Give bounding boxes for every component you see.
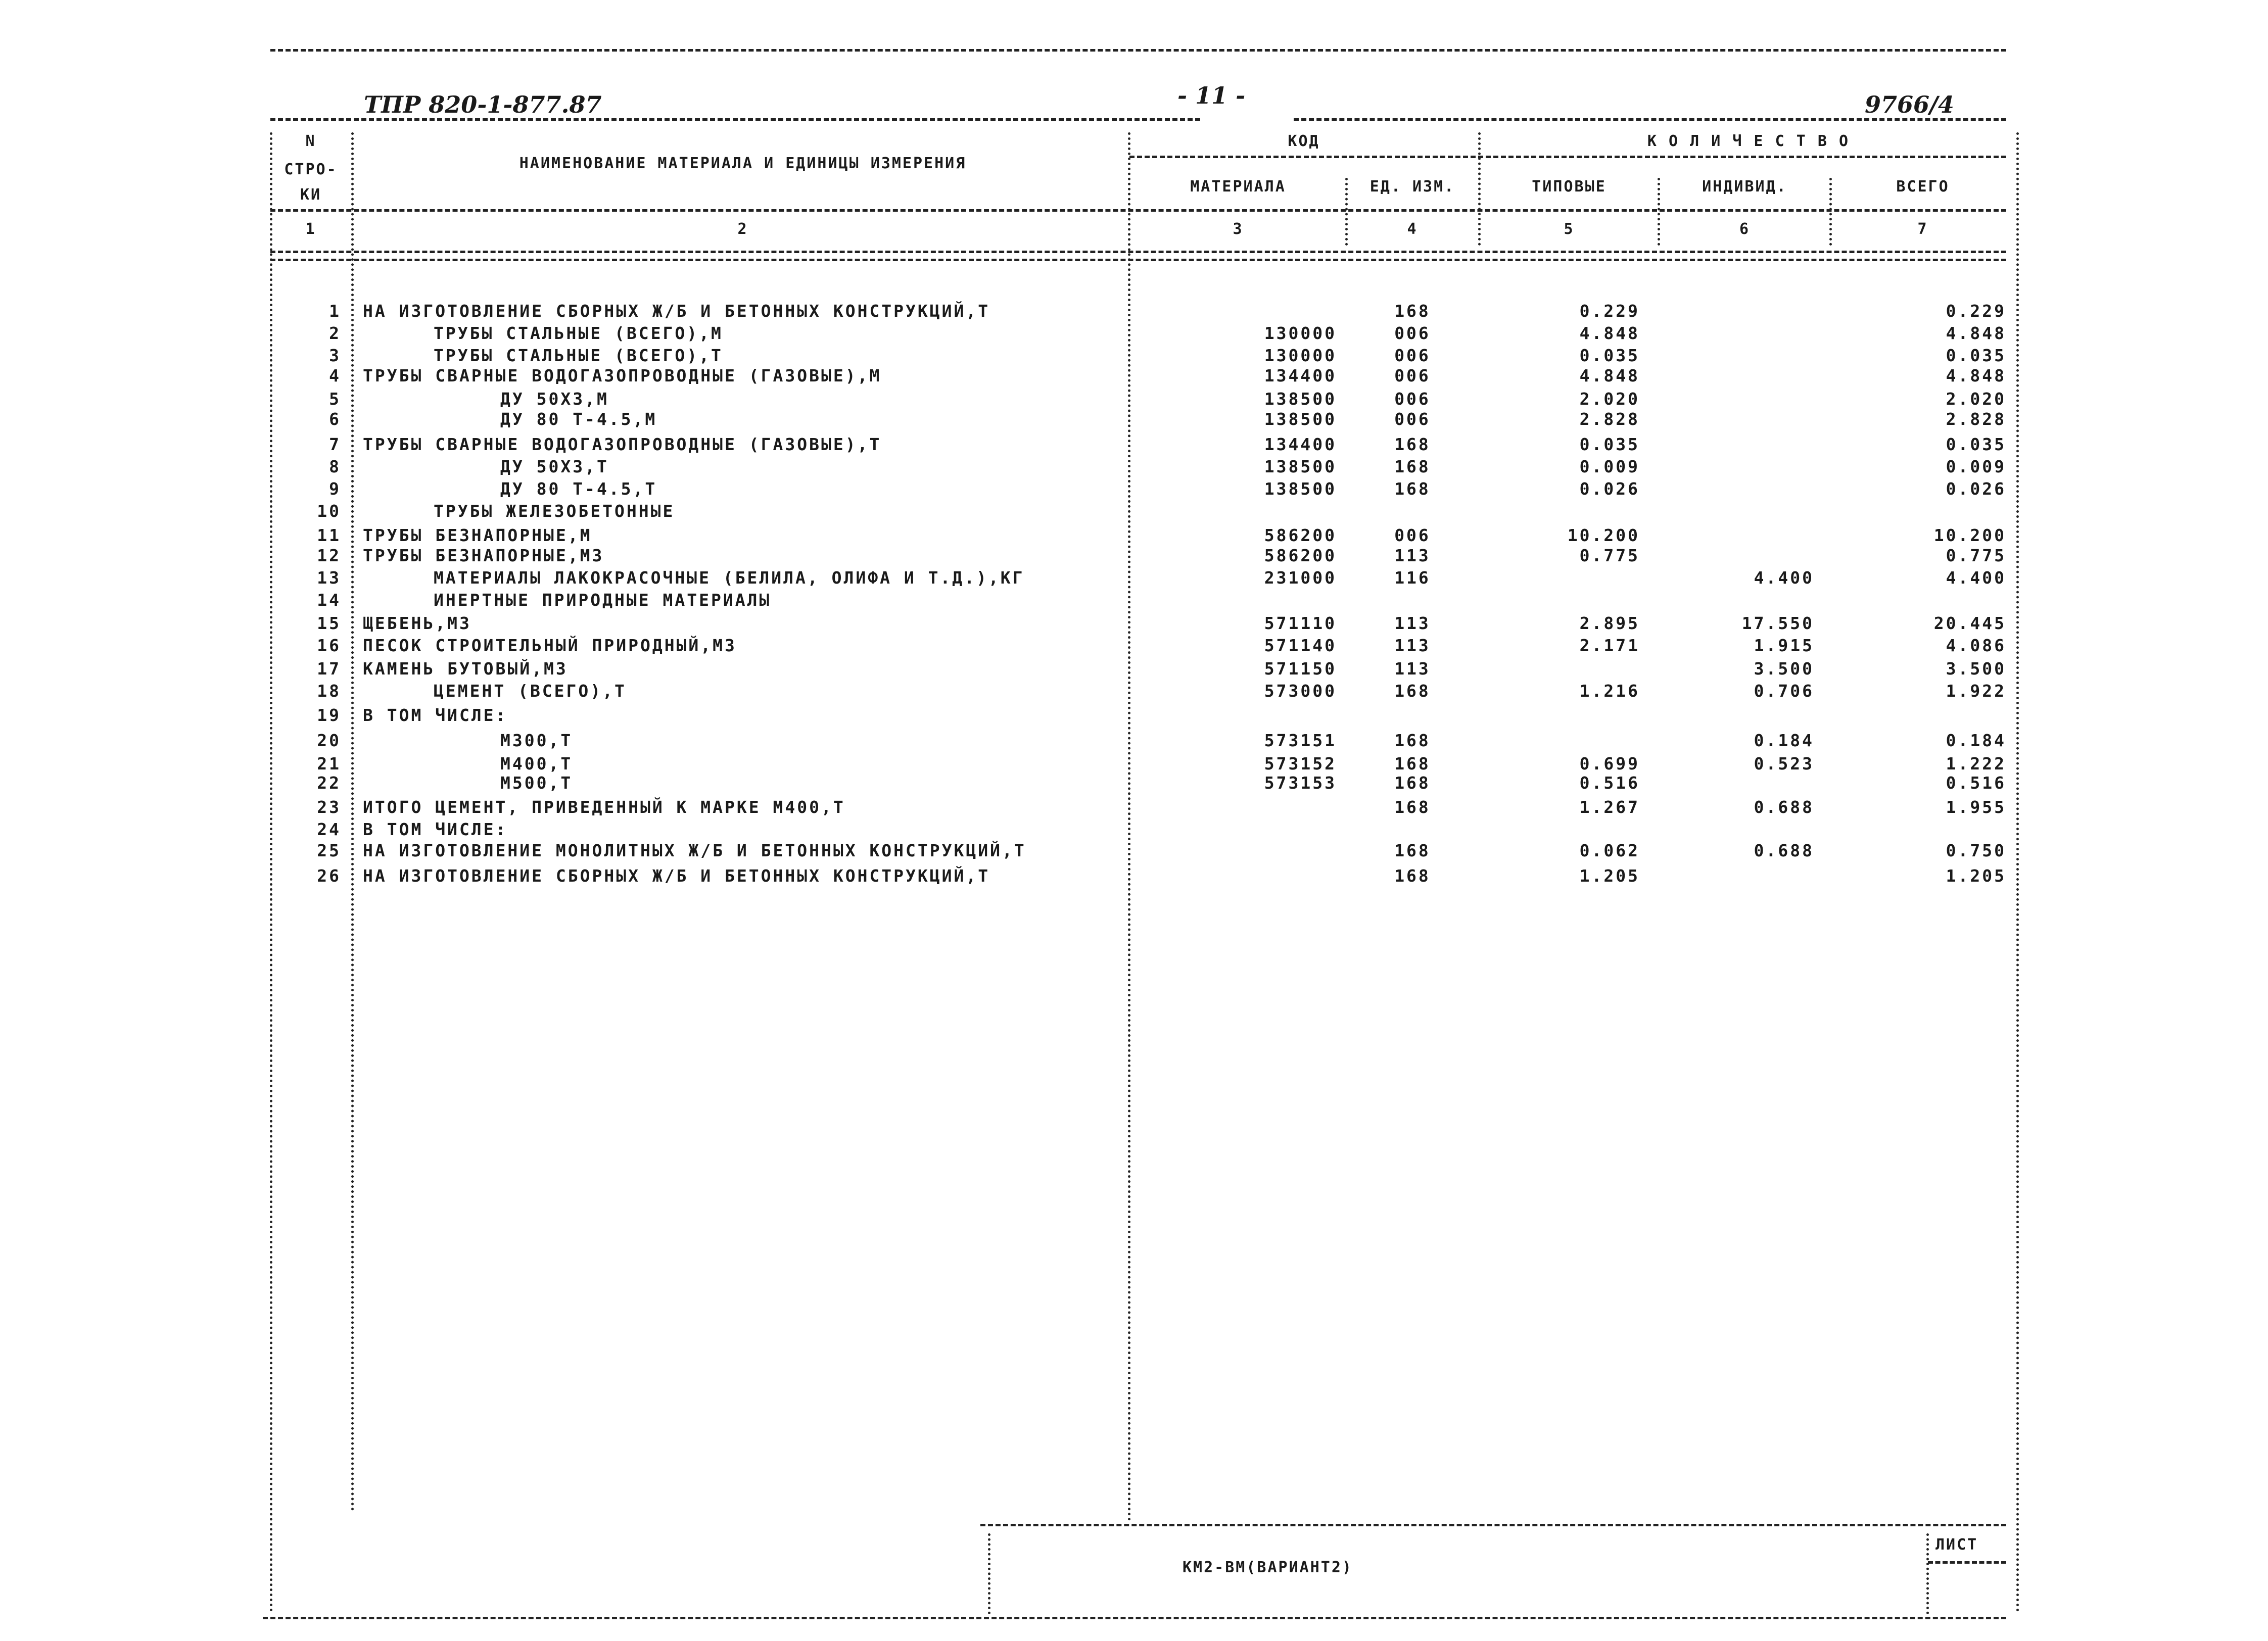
unit-code: 168: [1394, 457, 1431, 476]
material-code: 571110: [1264, 613, 1337, 633]
material-code: 231000: [1264, 568, 1337, 588]
quantity-total: 2.828: [1946, 409, 2006, 429]
quantity-typical: 4.848: [1579, 366, 1640, 385]
header-stro: СТРО-: [284, 161, 338, 178]
quantity-individual: 0.688: [1754, 797, 1814, 817]
row-number: 9: [329, 479, 341, 499]
header-ki: КИ: [300, 186, 322, 204]
unit-code: 113: [1394, 613, 1431, 633]
code-group-rule: [1129, 156, 2006, 158]
quantity-typical: 0.229: [1579, 301, 1640, 321]
row-number: 12: [317, 546, 341, 565]
document-code: ТПР 820-1-877.87: [364, 91, 602, 118]
right-border: [2016, 132, 2019, 1613]
row-number: 15: [317, 613, 341, 633]
quantity-total: 20.445: [1933, 613, 2006, 633]
column-number-1: 1: [305, 220, 316, 238]
quantity-typical: 2.895: [1579, 613, 1640, 633]
header-n: N: [305, 132, 316, 150]
material-name: ДУ 50Х3,М: [500, 389, 609, 409]
left-border: [270, 132, 272, 1613]
quantity-individual: 4.400: [1754, 568, 1814, 588]
material-code: 586200: [1264, 525, 1337, 545]
row-number: 14: [317, 590, 341, 610]
row-number: 17: [317, 659, 341, 679]
material-code: 138500: [1264, 457, 1337, 476]
material-name: ЩЕБЕНЬ,М3: [363, 613, 471, 633]
unit-code: 168: [1394, 754, 1431, 774]
individual-total-divider: [1829, 178, 1832, 246]
unit-code: 168: [1394, 773, 1431, 793]
unit-code: 168: [1394, 435, 1431, 454]
n-column-divider: [351, 132, 354, 1512]
quantity-total: 0.035: [1946, 435, 2006, 454]
unit-code: 006: [1394, 366, 1431, 385]
unit-code: 116: [1394, 568, 1431, 588]
quantity-typical: 4.848: [1579, 323, 1640, 343]
unit-code: 006: [1394, 409, 1431, 429]
material-name: ТРУБЫ СТАЛЬНЫЕ (ВСЕГО),Т: [434, 346, 723, 365]
quantity-typical: 1.216: [1579, 681, 1640, 701]
row-number: 8: [329, 457, 341, 476]
unit-code: 006: [1394, 346, 1431, 365]
unit-code: 006: [1394, 389, 1431, 409]
quantity-total: 10.200: [1933, 525, 2006, 545]
header-individual: ИНДИВИД.: [1702, 178, 1787, 196]
column-number-4: 4: [1407, 220, 1418, 238]
header-name: НАИМЕНОВАНИЕ МАТЕРИАЛА И ЕДИНИЦЫ ИЗМЕРЕНИЯ: [519, 155, 967, 172]
material-name: НА ИЗГОТОВЛЕНИЕ МОНОЛИТНЫХ Ж/Б И БЕТОННЫХ КОНСТРУКЦИЙ,Т: [363, 841, 1026, 860]
quantity-total: 0.184: [1946, 731, 2006, 750]
row-number: 19: [317, 705, 341, 725]
quantity-total: 4.848: [1946, 323, 2006, 343]
material-code: 130000: [1264, 346, 1337, 365]
row-number: 4: [329, 366, 341, 385]
material-name: ТРУБЫ ЖЕЛЕЗОБЕТОННЫЕ: [434, 501, 675, 521]
header-material: МАТЕРИАЛА: [1190, 178, 1286, 196]
row-number: 2: [329, 323, 341, 343]
unit-code: 113: [1394, 659, 1431, 679]
quantity-total: 0.516: [1946, 773, 2006, 793]
quantity-total: 1.955: [1946, 797, 2006, 817]
quantity-total: 1.922: [1946, 681, 2006, 701]
material-name: ДУ 80 Т-4.5,Т: [500, 479, 657, 499]
stamp-top-rule: [980, 1524, 2006, 1526]
row-number: 3: [329, 346, 341, 365]
header-unit: ЕД. ИЗМ.: [1369, 178, 1455, 196]
quantity-typical: 0.775: [1579, 546, 1640, 565]
quantity-individual: 1.915: [1754, 636, 1814, 655]
material-code: 138500: [1264, 389, 1337, 409]
material-code: 573000: [1264, 681, 1337, 701]
row-number: 11: [317, 525, 341, 545]
material-code: 130000: [1264, 323, 1337, 343]
top-border-rule: [270, 49, 2006, 52]
material-name: М500,Т: [500, 773, 573, 793]
material-code: 573151: [1264, 731, 1337, 750]
row-number: 16: [317, 636, 341, 655]
unit-code: 113: [1394, 636, 1431, 655]
quantity-total: 0.035: [1946, 346, 2006, 365]
header-total: ВСЕГО: [1896, 178, 1950, 196]
quantity-total: 0.775: [1946, 546, 2006, 565]
quantity-typical: 2.828: [1579, 409, 1640, 429]
material-name: М400,Т: [500, 754, 573, 774]
row-number: 6: [329, 409, 341, 429]
row-number: 1: [329, 301, 341, 321]
row-number: 25: [317, 841, 341, 860]
unit-code: 113: [1394, 546, 1431, 565]
quantity-total: 3.500: [1946, 659, 2006, 679]
material-name: ДУ 80 Т-4.5,М: [500, 409, 657, 429]
quantity-typical: 2.171: [1579, 636, 1640, 655]
row-number: 20: [317, 731, 341, 750]
header-top-rule-right: [1294, 118, 2006, 121]
material-name: ТРУБЫ СВАРНЫЕ ВОДОГАЗОПРОВОДНЫЕ (ГАЗОВЫЕ),М: [363, 366, 882, 385]
row-number: 7: [329, 435, 341, 454]
material-name: ИНЕРТНЫЕ ПРИРОДНЫЕ МАТЕРИАЛЫ: [434, 590, 772, 610]
material-name: ТРУБЫ СВАРНЫЕ ВОДОГАЗОПРОВОДНЫЕ (ГАЗОВЫЕ),Т: [363, 435, 882, 454]
material-code: 586200: [1264, 546, 1337, 565]
column-number-6: 6: [1739, 220, 1751, 238]
quantity-typical: 0.516: [1579, 773, 1640, 793]
header-bottom-rule: [270, 251, 2006, 253]
quantity-typical: 2.020: [1579, 389, 1640, 409]
unit-code: 168: [1394, 301, 1431, 321]
row-number: 10: [317, 501, 341, 521]
row-number: 22: [317, 773, 341, 793]
quantity-total: 4.848: [1946, 366, 2006, 385]
quantity-typical: 0.035: [1579, 435, 1640, 454]
header-top-rule: [270, 118, 1200, 121]
material-name: ТРУБЫ СТАЛЬНЫЕ (ВСЕГО),М: [434, 323, 723, 343]
quantity-total: 0.026: [1946, 479, 2006, 499]
unit-code: 168: [1394, 797, 1431, 817]
unit-code: 168: [1394, 731, 1431, 750]
column-number-5: 5: [1564, 220, 1575, 238]
material-name: ИТОГО ЦЕМЕНТ, ПРИВЕДЕННЫЙ К МАРКЕ М400,Т: [363, 797, 845, 817]
material-code: 573153: [1264, 773, 1337, 793]
bottom-border-rule: [263, 1617, 2006, 1619]
sheet-label: ЛИСТ: [1935, 1536, 1978, 1554]
material-code: 134400: [1264, 435, 1337, 454]
material-name: В ТОМ ЧИСЛЕ:: [363, 705, 508, 725]
row-number: 13: [317, 568, 341, 588]
quantity-typical: 0.009: [1579, 457, 1640, 476]
material-name: ТРУБЫ БЕЗНАПОРНЫЕ,М: [363, 525, 592, 545]
material-name: КАМЕНЬ БУТОВЫЙ,М3: [363, 659, 568, 679]
header-quantity-group: К О Л И Ч Е С Т В О: [1647, 132, 1850, 150]
column-number-2: 2: [737, 220, 748, 238]
unit-code: 006: [1394, 323, 1431, 343]
material-code: 138500: [1264, 479, 1337, 499]
quantity-typical: 0.026: [1579, 479, 1640, 499]
material-name: НА ИЗГОТОВЛЕНИЕ СБОРНЫХ Ж/Б И БЕТОННЫХ КОНСТРУКЦИЙ,Т: [363, 866, 990, 886]
quantity-individual: 0.523: [1754, 754, 1814, 774]
column-number-3: 3: [1233, 220, 1244, 238]
material-name: ЦЕМЕНТ (ВСЕГО),Т: [434, 681, 627, 701]
quantity-total: 0.229: [1946, 301, 2006, 321]
material-name: МАТЕРИАЛЫ ЛАКОКРАСОЧНЫЕ (БЕЛИЛА, ОЛИФА И Т.Д.),КГ: [434, 568, 1025, 588]
row-number: 23: [317, 797, 341, 817]
stamp-left-border: [988, 1533, 990, 1614]
page-number: - 11 -: [1177, 82, 1246, 109]
quantity-typical: 0.062: [1579, 841, 1640, 860]
quantity-individual: 0.688: [1754, 841, 1814, 860]
material-code: 573152: [1264, 754, 1337, 774]
column-number-7: 7: [1917, 220, 1928, 238]
typical-individual-divider: [1658, 178, 1660, 246]
body-top-rule: [270, 259, 2006, 261]
quantity-typical: 1.205: [1579, 866, 1640, 886]
material-name: ТРУБЫ БЕЗНАПОРНЫЕ,М3: [363, 546, 604, 565]
quantity-total: 1.222: [1946, 754, 2006, 774]
quantity-individual: 3.500: [1754, 659, 1814, 679]
quantity-total: 4.086: [1946, 636, 2006, 655]
stamp-sheet-rule: [1928, 1561, 2006, 1564]
quantity-total: 1.205: [1946, 866, 2006, 886]
quantity-total: 4.400: [1946, 568, 2006, 588]
quantity-total: 0.009: [1946, 457, 2006, 476]
row-number: 5: [329, 389, 341, 409]
unit-code: 168: [1394, 479, 1431, 499]
unit-code: 168: [1394, 866, 1431, 886]
unit-code: 168: [1394, 681, 1431, 701]
quantity-total: 0.750: [1946, 841, 2006, 860]
unit-code: 006: [1394, 525, 1431, 545]
quantity-typical: 0.035: [1579, 346, 1640, 365]
material-name: НА ИЗГОТОВЛЕНИЕ СБОРНЫХ Ж/Б И БЕТОННЫХ КОНСТРУКЦИЙ,Т: [363, 301, 990, 321]
form-code: КМ2-ВМ(ВАРИАНТ2): [1183, 1559, 1353, 1576]
album-number: 9766/4: [1865, 91, 1954, 118]
header-typical: ТИПОВЫЕ: [1532, 178, 1606, 196]
row-number: 18: [317, 681, 341, 701]
stamp-sheet-divider: [1926, 1533, 1929, 1614]
unit-typical-divider: [1478, 132, 1481, 246]
unit-code: 168: [1394, 841, 1431, 860]
material-name: ПЕСОК СТРОИТЕЛЬНЫЙ ПРИРОДНЫЙ,М3: [363, 636, 737, 655]
row-number: 26: [317, 866, 341, 886]
code-unit-divider: [1345, 178, 1348, 246]
row-number: 21: [317, 754, 341, 774]
quantity-typical: 0.699: [1579, 754, 1640, 774]
row-number: 24: [317, 819, 341, 839]
material-name: ДУ 50Х3,Т: [500, 457, 609, 476]
material-code: 134400: [1264, 366, 1337, 385]
quantity-individual: 0.184: [1754, 731, 1814, 750]
quantity-total: 2.020: [1946, 389, 2006, 409]
material-code: 571150: [1264, 659, 1337, 679]
header-code-group: КОД: [1288, 132, 1320, 150]
quantity-typical: 1.267: [1579, 797, 1640, 817]
material-name: В ТОМ ЧИСЛЕ:: [363, 819, 508, 839]
quantity-individual: 0.706: [1754, 681, 1814, 701]
header-mid-rule: [270, 209, 2006, 212]
material-code: 138500: [1264, 409, 1337, 429]
material-name: М300,Т: [500, 731, 573, 750]
material-code: 571140: [1264, 636, 1337, 655]
quantity-individual: 17.550: [1741, 613, 1814, 633]
name-column-divider: [1128, 132, 1130, 1522]
quantity-typical: 10.200: [1567, 525, 1640, 545]
